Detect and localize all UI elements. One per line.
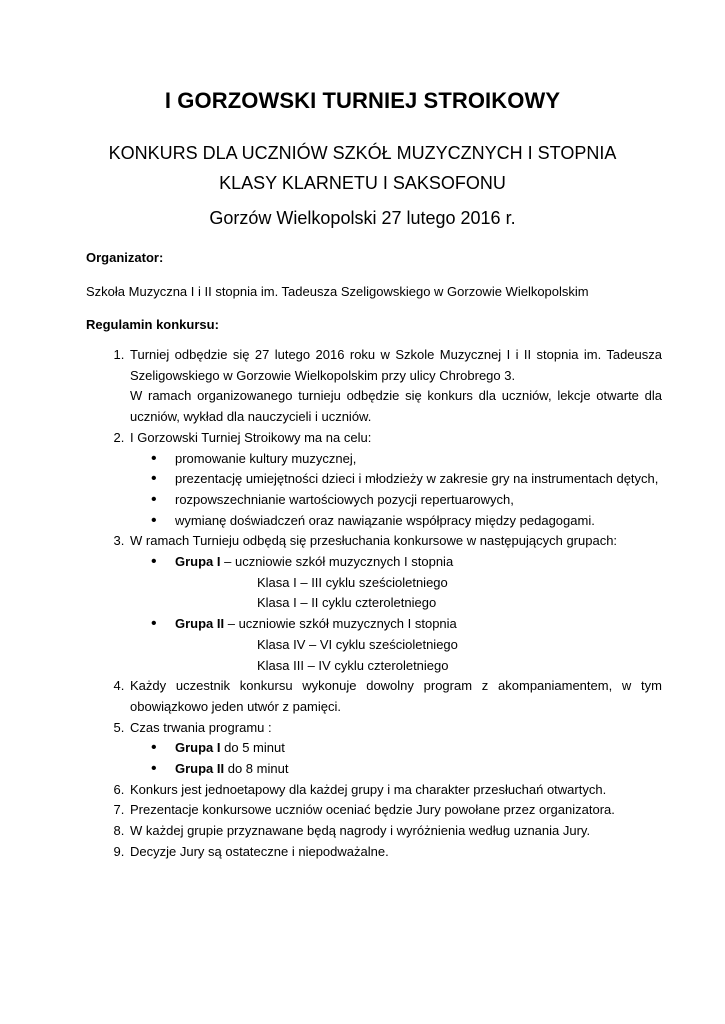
rule-1-text: 1. Turniej odbędzie się 27 lutego 2016 roku w Szkole Muzycznej I i II stopnia im. Tadeusza Szeligowskiego w Gorzowie Wielkopolskim przy ulicy Chrobrego 3. bbox=[130, 347, 662, 383]
rule-item-2 bbox=[128, 428, 662, 532]
organizer-text: Szkoła Muzyczna I i II stopnia im. Tadeusza Szeligowskiego w Gorzowie Wielkopolskim bbox=[86, 284, 589, 299]
time-list bbox=[130, 738, 662, 779]
group-description: – uczniowie szkół muzycznych I stopnia bbox=[220, 554, 454, 570]
rule-item-1 bbox=[128, 345, 662, 428]
group-item bbox=[175, 614, 662, 676]
goal-item: • rozpowszechnianie wartościowych pozycji repertuarowych, bbox=[175, 490, 662, 511]
group-class: Klasa I – II cyklu czteroletniego bbox=[257, 595, 437, 611]
rule-2-text: 2. I Gorzowski Turniej Stroikowy ma na celu: bbox=[130, 429, 372, 445]
rule-item-3 bbox=[128, 531, 662, 676]
goal-item: • wymianę doświadczeń oraz nawiązanie współpracy między pedagogami. bbox=[175, 511, 662, 532]
rule-item-7: 7. Prezentacje konkursowe uczniów oceniać będzie Jury powołane przez organizatora. bbox=[128, 800, 662, 821]
group-class: Klasa I – III cyklu sześcioletniego bbox=[257, 574, 448, 590]
group-heading bbox=[175, 614, 662, 635]
rules-label: Regulamin konkursu: bbox=[86, 317, 219, 332]
goal-item: • prezentację umiejętności dzieci i młodzieży w zakresie gry na instrumentach dętych, bbox=[175, 469, 662, 490]
goals-list bbox=[130, 449, 662, 532]
group-name: Grupa I bbox=[175, 554, 221, 570]
time-item bbox=[175, 759, 662, 780]
rule-item-8: 8. W każdej grupie przyznawane będą nagrody i wyróżnienia według uznania Jury. bbox=[128, 821, 662, 842]
subtitle-line-2: KLASY KLARNETU I SAKSOFONU bbox=[219, 173, 506, 193]
rule-item-4 bbox=[128, 676, 662, 717]
rule-4-text: 4. Każdy uczestnik konkursu wykonuje dowolny program z akompaniamentem, w tym obowiązkowo jeden utwór z pamięci. bbox=[130, 678, 662, 714]
time-value: do 5 minut bbox=[220, 740, 285, 756]
subtitle bbox=[0, 138, 725, 198]
rule-item-5 bbox=[128, 718, 662, 780]
time-group-name: Grupa II bbox=[175, 761, 225, 777]
rule-5-text: 5. Czas trwania programu : bbox=[130, 719, 272, 735]
goal-item: • promowanie kultury muzycznej, bbox=[175, 449, 662, 470]
place-date: Gorzów Wielkopolski 27 lutego 2016 r. bbox=[209, 208, 516, 228]
group-description: – uczniowie szkół muzycznych I stopnia bbox=[224, 616, 457, 632]
rules-list bbox=[104, 345, 662, 863]
rule-3-text: 3. W ramach Turnieju odbędą się przesłuchania konkursowe w następujących grupach: bbox=[130, 533, 618, 549]
page-title: I GORZOWSKI TURNIEJ STROIKOWY bbox=[164, 88, 561, 113]
time-group-name: Grupa I bbox=[175, 740, 221, 756]
group-class: Klasa IV – VI cyklu sześcioletniego bbox=[257, 636, 458, 652]
subtitle-line-1: KONKURS DLA UCZNIÓW SZKÓŁ MUZYCZNYCH I STOPNIA bbox=[108, 143, 617, 163]
time-value: do 8 minut bbox=[224, 761, 289, 777]
group-class: Klasa III – IV cyklu czteroletniego bbox=[257, 657, 449, 673]
rule-item-9: 9. Decyzje Jury są ostateczne i niepodważalne. bbox=[128, 842, 662, 863]
organizer-label: Organizator: bbox=[86, 250, 164, 265]
rule-1-text-continued: W ramach organizowanego turnieju odbędzie się konkurs dla uczniów, lekcje otwarte dla uczniów, wykład dla nauczycieli i uczniów. bbox=[130, 388, 662, 425]
rule-item-6: 6. Konkurs jest jednoetapowy dla każdej grupy i ma charakter przesłuchań otwartych. bbox=[128, 780, 662, 801]
time-item bbox=[175, 738, 662, 759]
group-name: Grupa II bbox=[175, 616, 225, 632]
group-item bbox=[175, 552, 662, 614]
groups-list bbox=[130, 552, 662, 676]
group-heading bbox=[175, 552, 662, 573]
